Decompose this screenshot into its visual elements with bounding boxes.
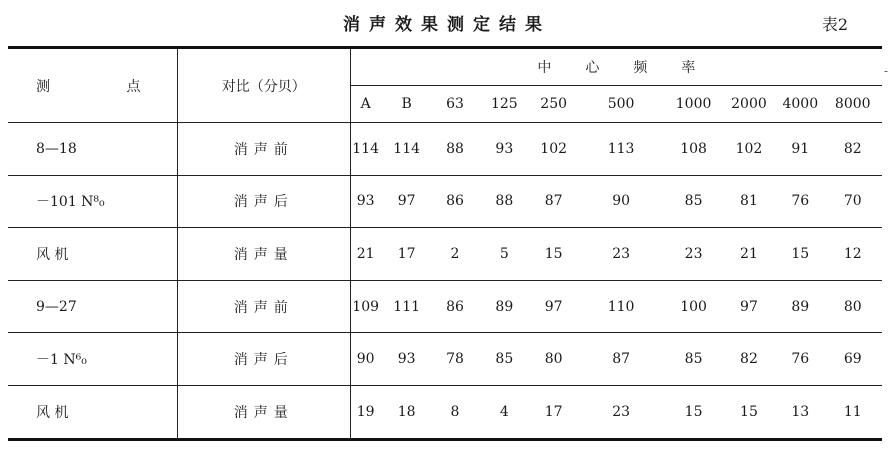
value-cell: 80 [823,280,882,333]
value-cell: 80 [532,333,576,386]
header-measure-point [8,48,177,123]
value-cell: 93 [381,333,433,386]
value-cell: 13 [777,385,823,439]
value-cell: 76 [777,333,823,386]
measure-point-cell: －101 N⁸₀ [8,175,177,228]
value-cell: 19 [350,385,380,439]
value-cell: 82 [823,123,882,176]
noise-reduction-table [8,46,882,441]
measure-point-cell: 9—27 [8,280,177,333]
value-cell: 86 [433,280,477,333]
value-cell: 15 [532,228,576,281]
decorative-dash: - [883,64,888,78]
value-cell: 15 [777,228,823,281]
table-row [8,228,882,281]
table-row [8,280,882,333]
header-freq-8: 4000 [777,86,823,123]
comparison-cell: 消声后 [177,333,350,386]
value-cell: 102 [721,123,777,176]
header-measure-point-text: 测 点 [36,78,177,95]
table-row [8,385,882,439]
table-number-label: 表2 [821,15,848,34]
measure-point-cell: 风 机 [8,228,177,281]
header-freq-0: A [350,86,380,123]
header-freq-2: 63 [433,86,477,123]
value-cell: 2 [433,228,477,281]
value-cell: 113 [576,123,667,176]
comparison-cell: 消声前 [177,280,350,333]
value-cell: 89 [477,280,531,333]
value-cell: 70 [823,175,882,228]
comparison-cell: 消声量 [177,385,350,439]
header-comparison: 对比（分贝） [177,48,350,123]
value-cell: 85 [666,175,720,228]
value-cell: 85 [666,333,720,386]
comparison-cell: 消声前 [177,123,350,176]
value-cell: 100 [666,280,720,333]
value-cell: 88 [433,123,477,176]
header-freq-3: 125 [477,86,531,123]
value-cell: 23 [666,228,720,281]
page-title: 消声效果测定结果 [343,15,551,35]
value-cell: 93 [350,175,380,228]
value-cell: 23 [576,385,667,439]
comparison-cell: 消声后 [177,175,350,228]
value-cell: 85 [477,333,531,386]
table-row [8,123,882,176]
value-cell: 102 [532,123,576,176]
comparison-cell: 消声量 [177,228,350,281]
value-cell: 109 [350,280,380,333]
value-cell: 8 [433,385,477,439]
value-cell: 69 [823,333,882,386]
value-cell: 89 [777,280,823,333]
header-freq-9: 8000 [823,86,882,123]
value-cell: 23 [576,228,667,281]
value-cell: 88 [477,175,531,228]
value-cell: 21 [721,228,777,281]
value-cell: 114 [381,123,433,176]
value-cell: 97 [381,175,433,228]
value-cell: 114 [350,123,380,176]
header-row-1 [8,48,882,86]
header-center-frequency [350,48,882,86]
table-row [8,333,882,386]
value-cell: 111 [381,280,433,333]
value-cell: 5 [477,228,531,281]
measure-point-cell: －1 N⁶₀ [8,333,177,386]
value-cell: 17 [532,385,576,439]
value-cell: 90 [350,333,380,386]
header-freq-5: 500 [576,86,667,123]
value-cell: 76 [777,175,823,228]
value-cell: 11 [823,385,882,439]
value-cell: 90 [576,175,667,228]
header-freq-6: 1000 [666,86,720,123]
table-row [8,175,882,228]
value-cell: 97 [721,280,777,333]
value-cell: 91 [777,123,823,176]
measure-point-cell: 8—18 [8,123,177,176]
value-cell: 93 [477,123,531,176]
value-cell: 17 [381,228,433,281]
value-cell: 81 [721,175,777,228]
value-cell: 4 [477,385,531,439]
value-cell: 87 [532,175,576,228]
value-cell: 78 [433,333,477,386]
header-freq-7: 2000 [721,86,777,123]
value-cell: 97 [532,280,576,333]
value-cell: 108 [666,123,720,176]
header-center-frequency-text: 中心频率 [537,60,730,76]
header-freq-1: B [381,86,433,123]
value-cell: 18 [381,385,433,439]
value-cell: 110 [576,280,667,333]
value-cell: 12 [823,228,882,281]
header-freq-4: 250 [532,86,576,123]
value-cell: 15 [666,385,720,439]
value-cell: 82 [721,333,777,386]
value-cell: 87 [576,333,667,386]
value-cell: 86 [433,175,477,228]
value-cell: 15 [721,385,777,439]
value-cell: 21 [350,228,380,281]
measure-point-cell: 风 机 [8,385,177,439]
